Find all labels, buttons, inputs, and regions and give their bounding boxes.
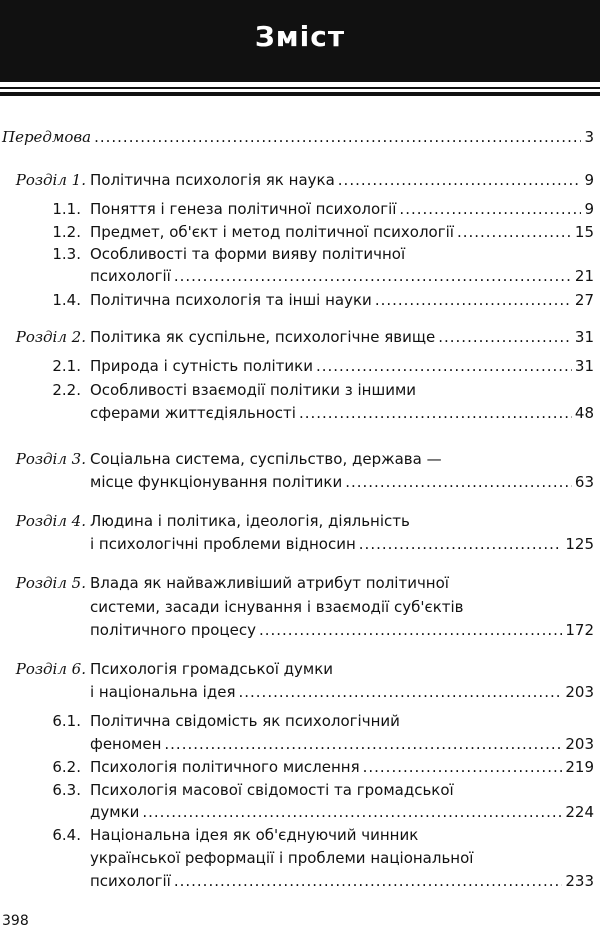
section-number: 2.1. [52,357,81,375]
section-number: 1.2. [52,223,81,241]
toc-entry-chapter-6-line1[interactable] [90,659,333,679]
section-title: Психологія політичного мислення [90,758,360,776]
chapter-title-continued: і психологічні проблеми відносин [90,535,356,553]
toc-entry-section-2-2-line2[interactable] [90,403,594,423]
page-number: 3 [584,128,594,146]
page-number: 203 [565,683,594,701]
dot-leader [259,620,562,640]
toc-entry-section-6-3-line2[interactable] [90,802,594,822]
chapter-label: Розділ 4. [15,512,86,530]
chapter-title-continued: місце функціонування політики [90,473,343,491]
toc-entry-section-6-4-line3[interactable] [90,871,594,891]
dot-leader [363,757,563,777]
page-number: 233 [565,872,594,890]
toc-entry-chapter-4-line2[interactable] [90,534,594,554]
toc-entry-chapter-5-line3[interactable] [90,620,594,640]
chapter-title-continued: політичного процесу [90,621,256,639]
chapter-label: Розділ 5. [15,574,86,592]
section-number: 6.1. [52,712,81,730]
page-number: 125 [565,535,594,553]
dot-leader [238,682,562,702]
section-title: Особливості та форми вияву політичної [90,245,406,263]
page-number: 203 [565,735,594,753]
toc-entry-chapter-5-line2[interactable] [90,597,464,617]
toc-entry-section-1-1[interactable] [90,199,594,219]
chapter-title: Соціальна система, суспільство, держава — [90,450,442,468]
section-title: Поняття і генеза політичної психології [90,200,397,218]
dot-leader [299,403,572,423]
section-number: 2.2. [52,381,81,399]
page-title: Зміст [254,20,346,53]
section-title-continued: думки [90,803,140,821]
section-title: Особливості взаємодії політики з іншими [90,381,417,399]
toc-entry-chapter-3-line1[interactable] [90,449,442,469]
toc-entry-section-6-3-line1[interactable] [90,780,454,800]
toc-entry-section-1-4[interactable] [90,290,594,310]
section-title: Політична психологія та інші науки [90,291,372,309]
section-number: 1.4. [52,291,81,309]
section-title: Психологія масової свідомості та громадської [90,781,454,799]
chapter-title: Психологія громадської думки [90,660,334,678]
toc-entry-chapter-2[interactable] [90,327,594,347]
section-number: 1.1. [52,200,81,218]
toc-entry-section-2-2-line1[interactable] [90,380,416,400]
section-title-continued: психології [90,267,171,285]
dot-leader [457,222,572,242]
toc-entry-preface[interactable] [2,127,594,147]
dot-leader [399,199,581,219]
toc-entry-section-1-3-line2[interactable] [90,266,594,286]
chapter-title: Політична психологія як наука [90,171,335,189]
toc-entry-chapter-3-line2[interactable] [90,472,594,492]
dot-leader [142,802,562,822]
chapter-title-continued: і національна ідея [90,683,236,701]
section-title-continued: української реформації і проблеми національної [90,849,474,867]
dot-leader [316,356,572,376]
chapter-label: Розділ 6. [15,660,86,678]
chapter-title: Політика як суспільне, психологічне явище [90,328,436,346]
page-number: 21 [574,267,594,285]
section-title-continued: сферами життєдіяльності [90,404,296,422]
page-number: 31 [574,328,594,346]
section-title: Природа і сутність політики [90,357,313,375]
toc-entry-section-6-1-line2[interactable] [90,734,594,754]
page-number: 31 [574,357,594,375]
chapter-label: Розділ 1. [15,171,86,189]
dot-leader [345,472,572,492]
page-number: 48 [574,404,594,422]
chapter-title-continued: системи, засади існування і взаємодії суб'єктів [90,598,464,616]
toc-entry-section-6-4-line2[interactable] [90,848,473,868]
folio-page-number: 398 [2,913,29,929]
page-number: 9 [584,171,594,189]
chapter-label: Розділ 3. [15,450,86,468]
chapter-title: Людина і політика, ідеологія, діяльність [90,512,410,530]
toc-entry-section-6-2[interactable] [90,757,594,777]
section-title-continued: феномен [90,735,162,753]
page-number: 219 [565,758,594,776]
page-number: 224 [565,803,594,821]
section-number: 1.3. [52,245,81,263]
dot-leader [174,266,572,286]
page-number: 27 [574,291,594,309]
section-number: 6.3. [52,781,81,799]
page-number: 63 [574,473,594,491]
toc-entry-section-2-1[interactable] [90,356,594,376]
section-number: 6.2. [52,758,81,776]
section-title: Національна ідея як об'єднуючий чинник [90,826,419,844]
section-title-continued: психології [90,872,171,890]
toc-entry-section-1-2[interactable] [90,222,594,242]
toc-entry-preface-title: Передмова [2,128,92,146]
dot-leader [174,871,563,891]
dot-leader [94,127,581,147]
dot-leader [375,290,572,310]
page-number: 15 [574,223,594,241]
toc-entry-chapter-4-line1[interactable] [90,511,410,531]
toc-entry-chapter-1[interactable] [90,170,594,190]
dot-leader [164,734,562,754]
dot-leader [338,170,582,190]
dot-leader [438,327,572,347]
toc-entry-chapter-5-line1[interactable] [90,573,449,593]
toc-entry-section-6-4-line1[interactable] [90,825,418,845]
chapter-title: Влада як найважливіший атрибут політичної [90,574,449,592]
section-title: Політична свідомість як психологічний [90,712,400,730]
toc-entry-section-6-1-line1[interactable] [90,711,400,731]
section-number: 6.4. [52,826,81,844]
page-number: 9 [584,200,594,218]
toc-entry-section-1-3-line1[interactable] [90,244,405,264]
dot-leader [359,534,563,554]
page-number: 172 [565,621,594,639]
chapter-label: Розділ 2. [15,328,86,346]
toc-entry-chapter-6-line2[interactable] [90,682,594,702]
section-title: Предмет, об'єкт і метод політичної психології [90,223,454,241]
